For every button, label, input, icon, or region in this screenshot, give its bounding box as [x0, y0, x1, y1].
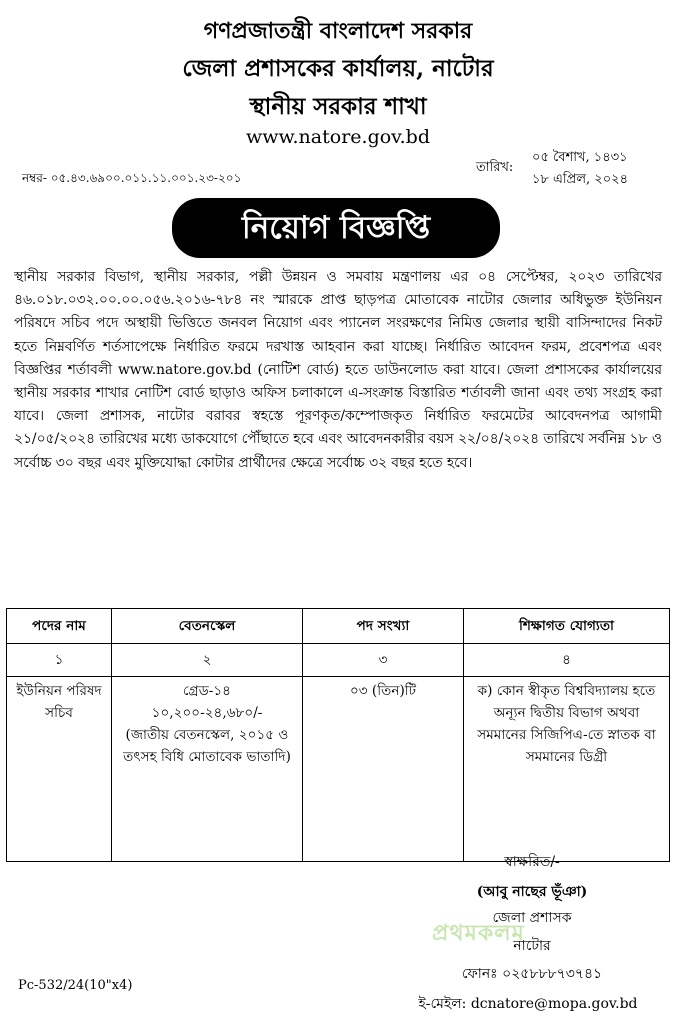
date-label: তারিখ: [476, 160, 514, 175]
signatory-email: ই-মেইল: dcnatore@mopa.gov.bd [418, 996, 638, 1012]
pay-grade: গ্রেড-১৪ [183, 683, 231, 699]
office-title: জেলা প্রশাসকের কার্যালয়, নাটোর [182, 55, 494, 82]
header-scale: বেতনস্কেল [112, 609, 303, 644]
pay-scale [112, 677, 303, 862]
notice-title-banner: নিয়োগ বিজ্ঞপ্তি [172, 198, 500, 258]
col-number: ৪ [464, 644, 670, 677]
notice-body: স্থানীয় সরকার বিভাগ, স্থানীয় সরকার, পল্লী উন্নয়ন ও সমবায় মন্ত্রণালয় এর ০৪ সেপ্টেম্বর, ২০২৩ তারিখের ৪৬.০১৮.০৩২.০০.০০.০৫৬.২০১৬-৭৮৪ নং স্মারকে প্রাপ্ত ছাড়পত্র মোতাবেক নাটোর জেলার অধিভুক্ত ইউনিয়ন পরিষদে সচিব পদে অস্থায়ী ভিত্তিতে জনবল নিয়োগ এবং প্যানেল সংরক্ষণের নিমিত্ত জেলার স্থায়ী বাসিন্দাদের নিকট হতে নিম্নবর্ণিত শর্তসাপেক্ষে নির্ধারিত ফরমে দরখাস্ত আহবান করা যাচ্ছে। নির্ধারিত আবেদন ফরম, প্রবেশপত্র এবং বিজ্ঞপ্তির শর্তাবলী www.natore.gov.bd (নোটিশ বোর্ড) হতে ডাউনলোড করা যাবে। জেলা প্রশাসকের কার্যালয়ের স্থানীয় সরকার শাখার নোটিশ বোর্ড ছাড়াও অফিস চলাকালে এ-সংক্রান্ত বিস্তারিত শর্তাবলী জানা এবং তথ্য সংগ্রহ করা যাবে। জেলা প্রশাসক, নাটোর বরাবর স্বহস্তে পূরণকৃত/কম্পোজকৃত নির্ধারিত ফরমেটের আবেদনপত্র আগামী ২১/০৫/২০২৪ তারিখের মধ্যে ডাকযোগে পৌঁছাতে হবে এবং আবেদনকারীর বয়স ২২/০৪/২০২৪ তারিখে সর্বনিম্ন ১৮ ও সর্বোচ্চ ৩০ বছর এবং মুক্তিযোদ্ধা কোটার প্রার্থীদের ক্ষেত্রে সর্বোচ্চ ৩২ বছর হতে হবে। [14, 269, 662, 471]
signatory-place: নাটোর [513, 938, 551, 954]
watermark: প্রথমকলম [432, 920, 525, 946]
date-bangla: ০৫ বৈশাখ, ১৪৩১ [532, 150, 628, 165]
pay-note: (জাতীয় বেতনস্কেল, ২০১৫ ও তৎসহ বিধি মোতাবেক ভাতাদি) [123, 727, 291, 765]
signatory-designation: জেলা প্রশাসক [492, 910, 572, 926]
signed-mark: স্বাক্ষরিত/- [504, 854, 560, 870]
header-qualification: শিক্ষাগত যোগ্যতা [464, 609, 670, 644]
post-count: ০৩ (তিন)টি [303, 677, 464, 862]
date-english: ১৮ এপ্রিল, ২০২৪ [532, 172, 629, 187]
signatory-phone: ফোনঃ ০২৫৮৮৮৭৩৭৪১ [461, 966, 603, 982]
header-post: পদের নাম [7, 609, 112, 644]
post-name: ইউনিয়ন পরিষদ সচিব [7, 677, 112, 862]
memo-number: নম্বর- ০৫.৪৩.৬৯০০.০১১.১১.০০১.২৩-২০১ [22, 171, 242, 185]
col-number: ১ [7, 644, 112, 677]
branch-title: স্থানীয় সরকার শাখা [249, 93, 427, 120]
header-count: পদ সংখ্যা [303, 609, 464, 644]
signatory-name: (আবু নাছের ভূঁঞা) [476, 884, 588, 900]
post-table [6, 608, 670, 862]
website: www.natore.gov.bd [245, 126, 431, 148]
print-code: Pc-532/24(10"x4) [18, 978, 133, 993]
col-number: ৩ [303, 644, 464, 677]
govt-title: গণপ্রজাতন্ত্রী বাংলাদেশ সরকার [203, 18, 473, 44]
col-number: ২ [112, 644, 303, 677]
pay-amount: ১০,২০০-২৪,৬৮০/- [151, 705, 263, 721]
qualification: ক) কোন স্বীকৃত বিশ্ববিদ্যালয় হতে অন্যূন দ্বিতীয় বিভাগ অথবা সমমানের সিজিপিএ-তে স্নাতক বা সমমানের ডিগ্রী [464, 677, 670, 862]
